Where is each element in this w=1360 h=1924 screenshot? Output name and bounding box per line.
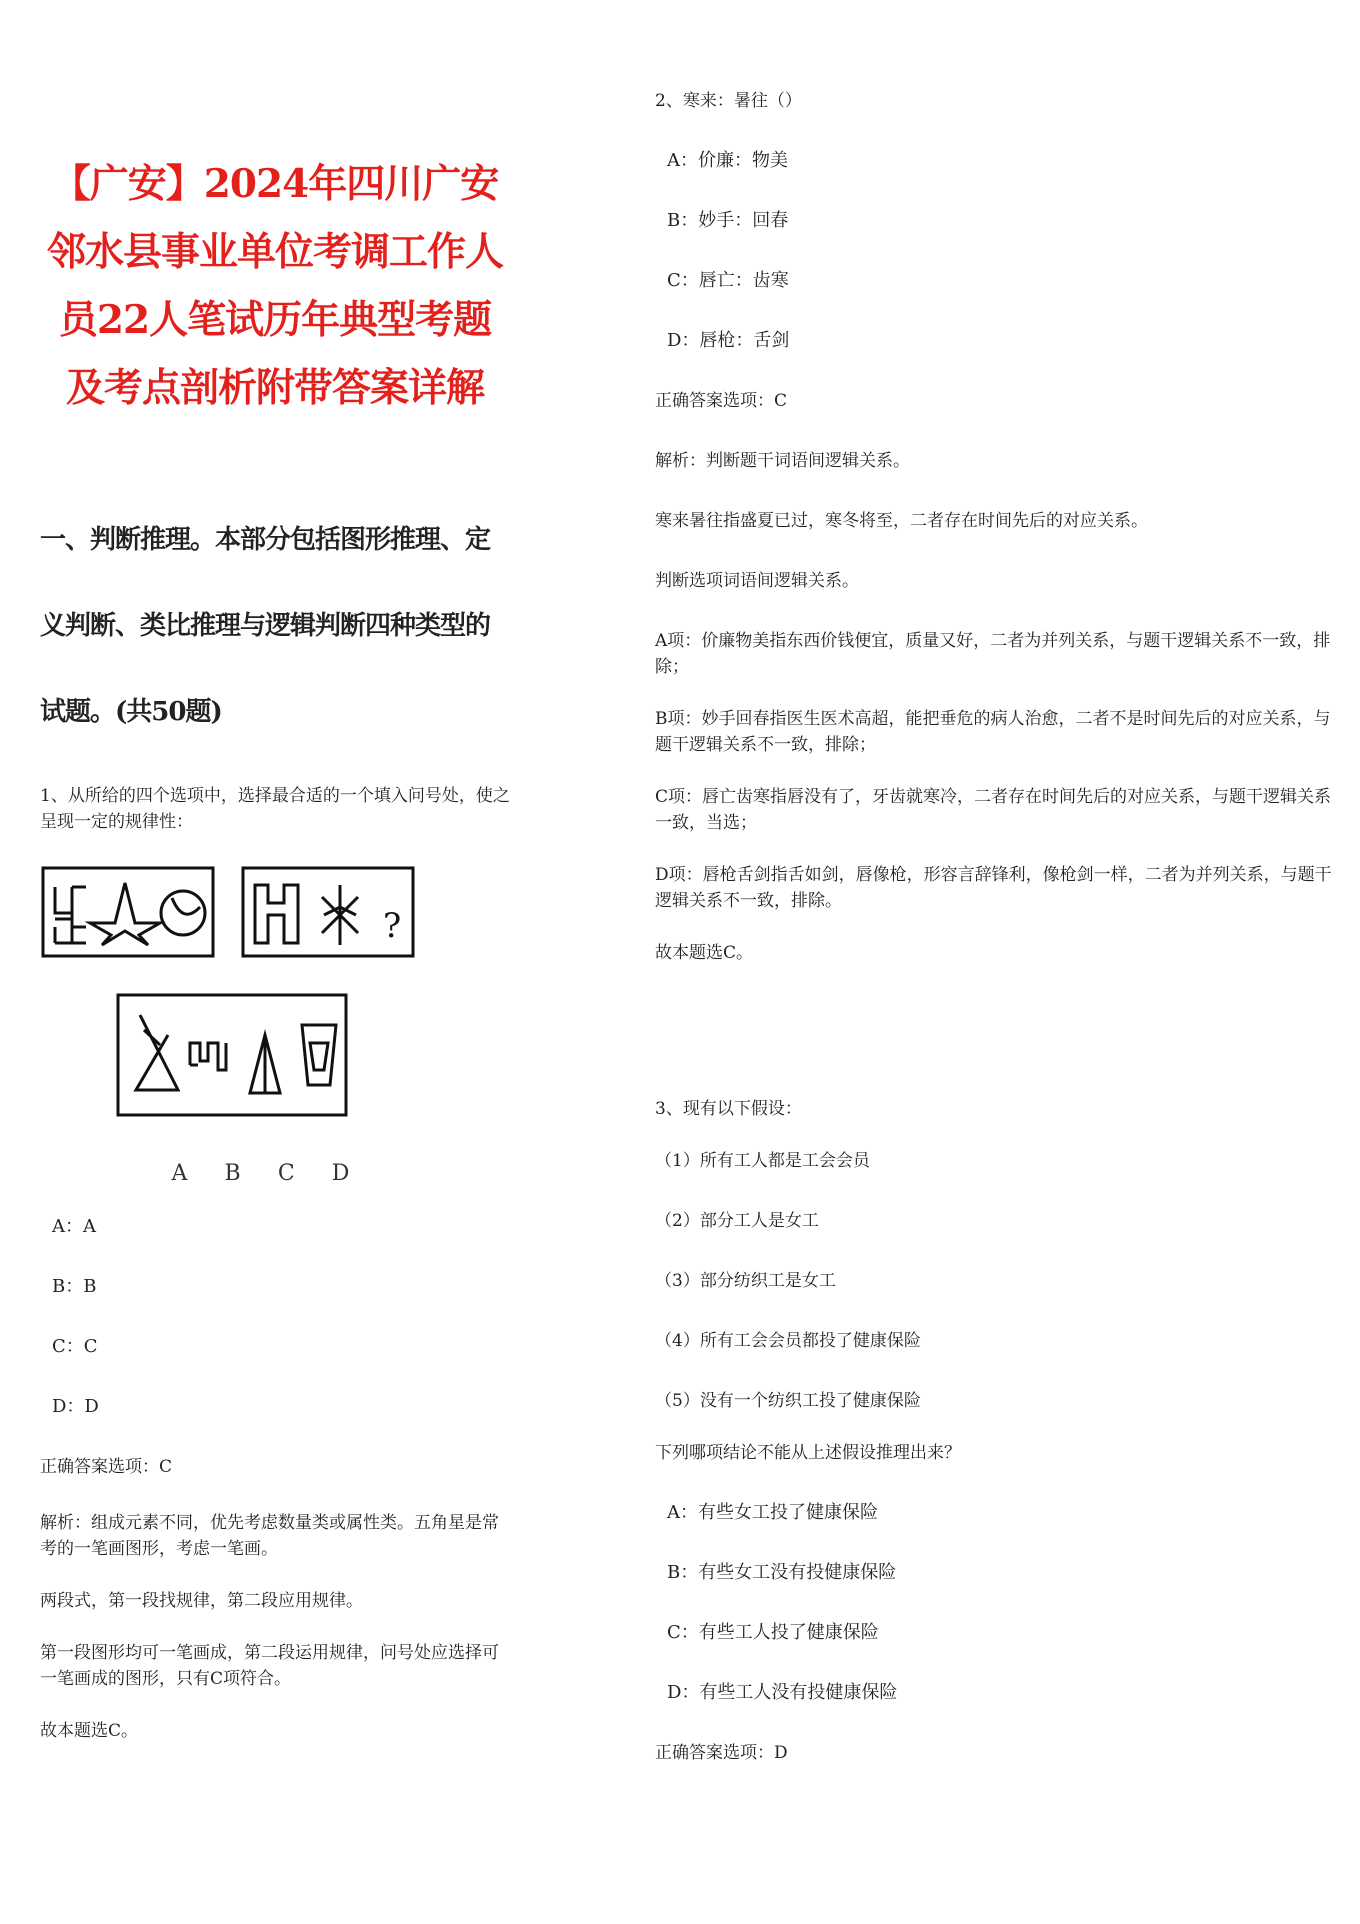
option-d-icon bbox=[302, 1025, 336, 1085]
q3-stem: 3、现有以下假设： bbox=[655, 1099, 802, 1119]
q3-premise-2: （2）部分工人是女工 bbox=[655, 1211, 819, 1231]
q2-stem: 2、寒来：暑往（） bbox=[655, 91, 802, 111]
q3-question: 下列哪项结论不能从上述假设推理出来？ bbox=[655, 1443, 961, 1463]
label-a: A bbox=[171, 1161, 188, 1186]
q2-analysis-5: B项：妙手回春指医生医术高超，能把垂危的病人治愈，二者不是时间先后的对应关系，与题干逻辑关系不一致，排除； bbox=[655, 709, 1331, 755]
q1-analysis-1: 解析：组成元素不同，优先考虑数量类或属性类。五角星是常考的一笔画图形，考虑一笔画。 bbox=[40, 1513, 499, 1559]
q2-option-b[interactable]: B：妙手：回春 bbox=[667, 210, 789, 231]
q1-answer: 正确答案选项：C bbox=[40, 1457, 173, 1477]
q1-figure bbox=[40, 865, 510, 1186]
q2-answer: 正确答案选项：C bbox=[655, 391, 788, 411]
option-a-icon bbox=[136, 1015, 178, 1090]
document-title: 【广安】2024年四川广安邻水县事业单位考调工作人员22人笔试历年典型考题及考点剖析附带答案详解 bbox=[46, 161, 503, 411]
circle-curve bbox=[172, 898, 200, 914]
q3-option-d[interactable]: D：有些工人没有投健康保险 bbox=[667, 1682, 898, 1703]
q3-option-a[interactable]: A：有些女工投了健康保险 bbox=[667, 1502, 878, 1523]
question-mark: ? bbox=[383, 906, 402, 946]
option-b-icon bbox=[190, 1043, 226, 1070]
q1-analysis-3: 第一段图形均可一笔画成，第二段运用规律，问号处应选择可一笔画成的图形，只有C项符合。 bbox=[40, 1643, 499, 1689]
h-shape-icon bbox=[255, 885, 298, 943]
q2-analysis-8: 故本题选C。 bbox=[655, 943, 754, 963]
q2-option-c[interactable]: C：唇亡：齿寒 bbox=[667, 270, 789, 291]
asterisk-shape-icon bbox=[322, 885, 358, 945]
q1-options bbox=[40, 1214, 510, 1420]
q1-stem: 1、从所给的四个选项中，选择最合适的一个填入问号处，使之呈现一定的规律性： bbox=[40, 786, 510, 832]
q3-answer: 正确答案选项：D bbox=[655, 1743, 788, 1763]
q3-option-b[interactable]: B：有些女工没有投健康保险 bbox=[667, 1562, 897, 1583]
q2-analysis-1: 解析：判断题干词语间逻辑关系。 bbox=[655, 451, 910, 471]
q1-figure-svg bbox=[40, 865, 460, 1145]
option-c-icon bbox=[250, 1035, 280, 1093]
q3-premise-5: （5）没有一个纺织工投了健康保险 bbox=[655, 1391, 921, 1411]
figure-labels bbox=[153, 1161, 368, 1186]
q3-premises bbox=[655, 1148, 1335, 1414]
q1-option-b[interactable]: B：B bbox=[52, 1276, 97, 1297]
q2-options bbox=[655, 148, 1335, 354]
q1-option-c[interactable]: C：C bbox=[52, 1336, 98, 1357]
left-column bbox=[40, 150, 510, 1744]
star-icon bbox=[90, 883, 160, 945]
q1-analysis-4: 故本题选C。 bbox=[40, 1721, 139, 1741]
label-c: C bbox=[277, 1161, 295, 1186]
q2-analysis-7: D项：唇枪舌剑指舌如剑，唇像枪，形容言辞锋利，像枪剑一样，二者为并列关系，与题干逻辑关系不一致，排除。 bbox=[655, 865, 1332, 911]
q2-analysis-6: C项：唇亡齿寒指唇没有了，牙齿就寒冷，二者存在时间先后的对应关系，与题干逻辑关系一致，当选； bbox=[655, 787, 1332, 833]
q3-premise-3: （3）部分纺织工是女工 bbox=[655, 1271, 836, 1291]
square-pattern-icon bbox=[55, 887, 86, 943]
q2-option-a[interactable]: A：价廉：物美 bbox=[667, 150, 788, 171]
q3-options bbox=[655, 1500, 1335, 1706]
q3-premise-1: （1）所有工人都是工会会员 bbox=[655, 1151, 870, 1171]
q1-option-a[interactable]: A：A bbox=[52, 1216, 96, 1237]
q2-analysis-2: 寒来暑往指盛夏已过，寒冬将至，二者存在时间先后的对应关系。 bbox=[655, 511, 1148, 531]
q3-option-c[interactable]: C：有些工人投了健康保险 bbox=[667, 1622, 879, 1643]
q2-analysis-4: A项：价廉物美指东西价钱便宜，质量又好，二者为并列关系，与题干逻辑关系不一致，排除； bbox=[655, 631, 1331, 677]
q3-premise-4: （4）所有工会会员都投了健康保险 bbox=[655, 1331, 921, 1351]
q2-option-d[interactable]: D：唇枪：舌剑 bbox=[667, 330, 790, 351]
q1-option-d[interactable]: D：D bbox=[52, 1396, 99, 1417]
right-column bbox=[655, 88, 1335, 1766]
q2-analysis-3: 判断选项词语间逻辑关系。 bbox=[655, 571, 859, 591]
q1-analysis-2: 两段式，第一段找规律，第二段应用规律。 bbox=[40, 1591, 363, 1611]
label-b: B bbox=[224, 1161, 241, 1186]
section-heading: 一、判断推理。本部分包括图形推理、定义判断、类比推理与逻辑判断四种类型的试题。(共50题) bbox=[40, 525, 491, 727]
label-d: D bbox=[331, 1161, 350, 1186]
